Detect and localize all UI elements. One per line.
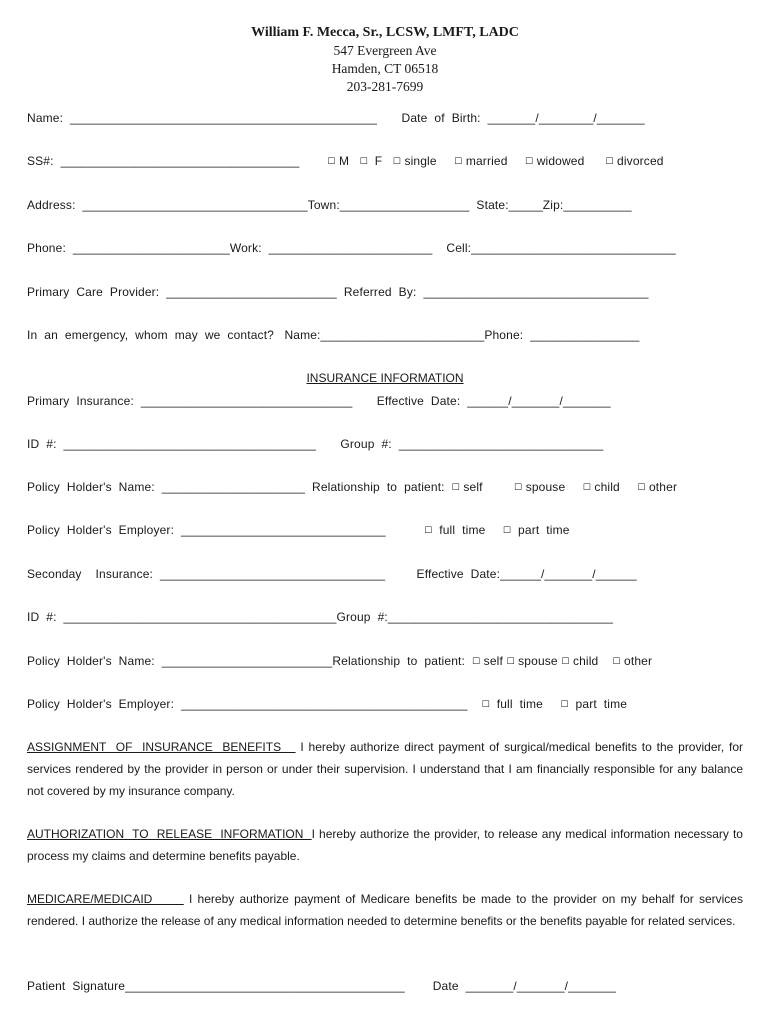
full-time-checkbox-icon[interactable]: ☐	[424, 526, 433, 536]
female-label: F	[374, 154, 383, 168]
release-title: AUTHORIZATION TO RELEASE INFORMATION	[27, 827, 312, 841]
city-address: Hamden, CT 06518	[331, 61, 439, 76]
part-time-label: part time	[518, 523, 570, 537]
child-checkbox-icon[interactable]: ☐	[582, 483, 591, 493]
spouse-checkbox-icon[interactable]: ☐	[513, 483, 523, 493]
married-label: married	[465, 154, 508, 168]
primary-id-group-row[interactable]: ID #: _____________________________________ Group #: ______________________________	[27, 437, 604, 451]
female-checkbox-icon[interactable]: ☐	[359, 157, 368, 167]
widowed-checkbox-icon[interactable]: ☐	[524, 157, 534, 167]
full-time-label: full time	[439, 523, 486, 537]
street-address: 547 Evergreen Ave	[333, 43, 437, 58]
practitioner-header	[0, 24, 770, 96]
name-dob-row[interactable]: Name: _____________________________________________ Date of Birth: _______/________/_______	[27, 111, 645, 125]
secondary-insurance-row[interactable]: Seconday Insurance: _________________________________ Effective Date:______/_______/______	[27, 567, 637, 581]
primary-employer-row[interactable]	[27, 523, 570, 540]
assignment-text: I hereby authorize direct payment of surgical/medical benefits to the provider, for services rendered by the provider in person or under their supervision. I understand that I am financially responsible for any balance not covered by my insurance company.	[27, 740, 743, 798]
widowed-label: widowed	[536, 154, 585, 168]
medicare-text: I hereby authorize payment of Medicare benefits be made to the provider on my behalf for services rendered. I authorize the release of any medical information needed to determine benefits or the benefits payable for related services.	[27, 892, 743, 928]
other-label: other	[648, 480, 678, 494]
child-label: child	[572, 654, 599, 668]
other-checkbox-icon[interactable]: ☐	[637, 483, 646, 493]
child-label: child	[594, 480, 620, 494]
divorced-label: divorced	[617, 154, 664, 168]
self-checkbox-icon[interactable]: ☐	[451, 483, 460, 493]
insurance-section-title: INSURANCE INFORMATION	[306, 371, 464, 385]
divorced-checkbox-icon[interactable]: ☐	[605, 157, 614, 167]
spouse-checkbox-icon[interactable]: ☐	[506, 657, 515, 667]
primary-employer-field[interactable]: Policy Holder's Employer: ______________________________	[27, 523, 425, 537]
spouse-label: spouse	[525, 480, 566, 494]
secondary-holder-row[interactable]	[27, 654, 652, 671]
primary-holder-name-field[interactable]: Policy Holder's Name: _____________________ Relationship to patient:	[27, 480, 452, 494]
part-time-checkbox-icon[interactable]: ☐	[502, 526, 512, 536]
married-checkbox-icon[interactable]: ☐	[454, 157, 463, 167]
practitioner-name: William F. Mecca, Sr., LCSW, LMFT, LADC	[251, 25, 519, 40]
phone-row[interactable]: Phone: _______________________Work: ________________________ Cell:______________________________	[27, 241, 676, 255]
male-checkbox-icon[interactable]: ☐	[327, 157, 336, 167]
other-label: other	[624, 654, 653, 668]
release-text: I hereby authorize the provider, to release any medical information necessary to process my claims and determine benefits payable.	[27, 827, 743, 863]
medicare-paragraph	[27, 888, 743, 932]
self-label: self	[463, 480, 483, 494]
male-label: M	[339, 154, 350, 168]
ss-marital-row[interactable]	[27, 154, 664, 171]
other-checkbox-icon[interactable]: ☐	[612, 657, 621, 667]
part-time-label: part time	[575, 697, 628, 711]
single-label: single	[404, 154, 437, 168]
full-time-label: full time	[496, 697, 543, 711]
assignment-of-benefits-paragraph	[27, 736, 743, 802]
signature-date-row[interactable]: Patient Signature_________________________________________ Date _______/_______/_______	[27, 979, 616, 993]
secondary-employer-row[interactable]	[27, 697, 627, 714]
assignment-title: ASSIGNMENT OF INSURANCE BENEFITS	[27, 740, 296, 754]
secondary-holder-name-field[interactable]: Policy Holder's Name: _________________________Relationship to patient:	[27, 654, 472, 668]
self-label: self	[483, 654, 503, 668]
child-checkbox-icon[interactable]: ☐	[561, 657, 570, 667]
secondary-id-group-row[interactable]: ID #: ________________________________________Group #:_________________________________	[27, 610, 614, 624]
secondary-employer-field[interactable]: Policy Holder's Employer: __________________________________________	[27, 697, 482, 711]
medicare-title: MEDICARE/MEDICAID	[27, 892, 184, 906]
release-information-paragraph	[27, 823, 743, 867]
practice-phone: 203-281-7699	[346, 79, 424, 94]
primary-holder-row[interactable]	[27, 480, 677, 497]
single-checkbox-icon[interactable]: ☐	[392, 157, 401, 167]
pcp-row[interactable]: Primary Care Provider: _________________________ Referred By: _________________________________	[27, 285, 649, 299]
primary-insurance-row[interactable]: Primary Insurance: _______________________________ Effective Date: ______/_______/_______	[27, 394, 611, 408]
emergency-contact-row[interactable]: In an emergency, whom may we contact? Name:________________________Phone: ________________	[27, 328, 640, 342]
ss-field[interactable]: SS#: ___________________________________	[27, 154, 328, 168]
part-time-checkbox-icon[interactable]: ☐	[560, 700, 569, 710]
spouse-label: spouse	[518, 654, 558, 668]
address-row[interactable]: Address: _________________________________Town:___________________ State:_____Zip:__________	[27, 198, 632, 212]
self-checkbox-icon[interactable]: ☐	[471, 657, 481, 667]
full-time-checkbox-icon[interactable]: ☐	[481, 700, 490, 710]
